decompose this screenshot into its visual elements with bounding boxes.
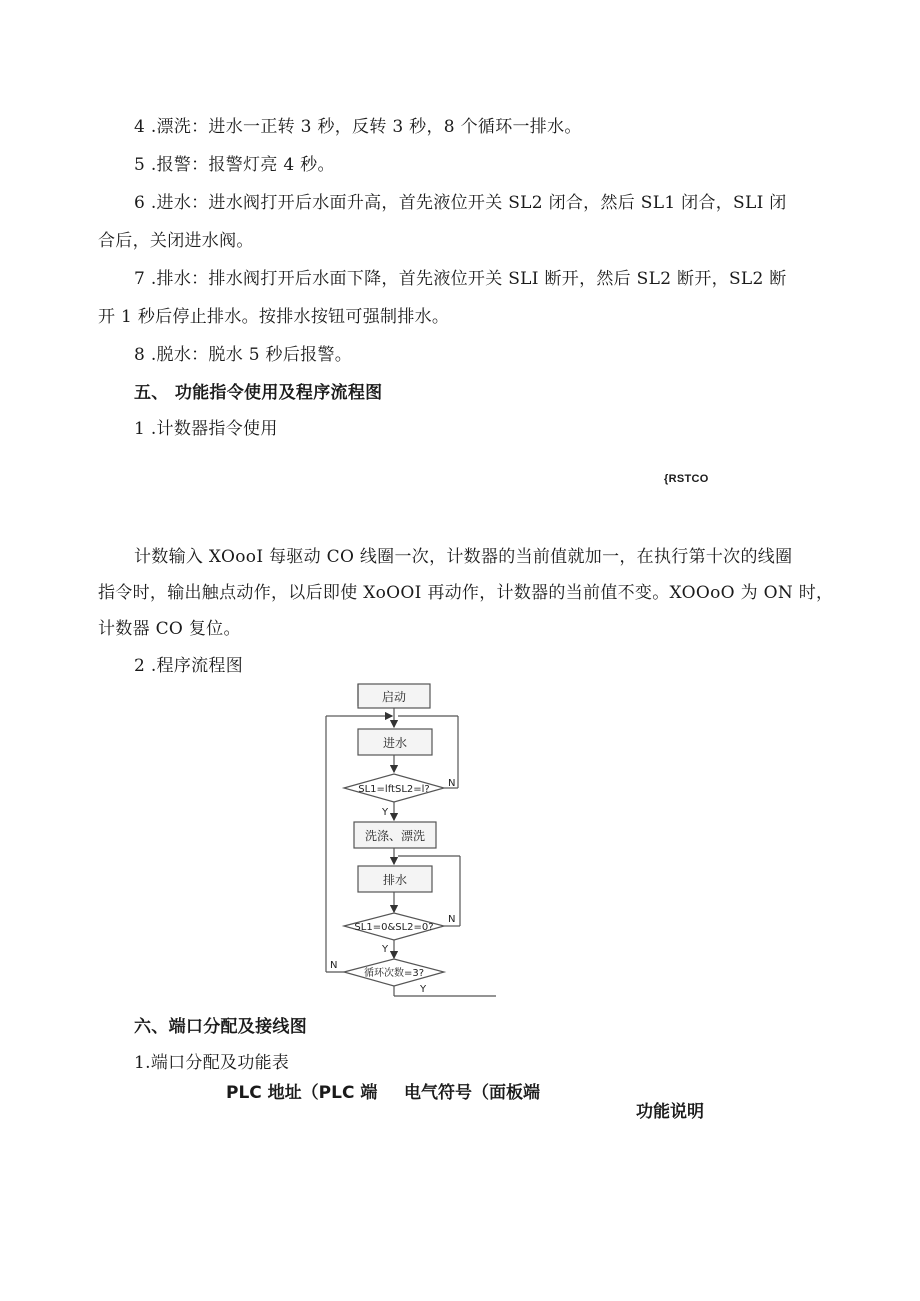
flow-n-label-3: N — [330, 960, 338, 971]
flow-cond1-label: SL1=lftSL2=l? — [358, 784, 430, 795]
flow-y-label-1: Y — [382, 807, 389, 818]
text-line-7b: 开 1 秒后停止排水。按排水按钮可强制排水。 — [98, 307, 450, 327]
text-line-8: 8 .脱水：脱水 5 秒后报警。 — [134, 345, 353, 365]
flow-inlet-label: 进水 — [382, 736, 408, 750]
flow-drain-label: 排水 — [382, 873, 408, 887]
flow-cond2-label: SL1=0&SL2=0? — [354, 922, 434, 933]
subsection-2: 2 .程序流程图 — [134, 656, 244, 676]
flow-n-label-1: N — [448, 778, 456, 789]
paragraph-line-1: 计数输入 XOooI 每驱动 CO 线圈一次，计数器的当前值就加一，在执行第十次的线圈 — [134, 547, 793, 567]
table-header-col3: 功能说明 — [636, 1102, 704, 1122]
table-header-col2: 电气符号（面板端 — [404, 1083, 540, 1103]
subsection-1: 1 .计数器指令使用 — [134, 419, 278, 439]
rstco-label: {RSTCO — [664, 473, 709, 485]
flow-wash-label: 洗涤、漂洗 — [364, 829, 426, 843]
subsection-6-1: 1.端口分配及功能表 — [134, 1053, 290, 1073]
text-line-5: 5 .报警：报警灯亮 4 秒。 — [134, 155, 335, 175]
section-6-heading: 六、端口分配及接线图 — [134, 1017, 307, 1037]
flow-y-label-3: Y — [420, 984, 427, 995]
table-header-col1: PLC 地址（PLC 端 — [226, 1083, 378, 1103]
flow-cond3-label: 循环次数=3? — [363, 968, 425, 979]
text-line-4: 4 .漂洗：进水一正转 3 秒，反转 3 秒，8 个循环一排水。 — [134, 117, 582, 137]
text-line-6b: 合后，关闭进水阀。 — [98, 231, 254, 251]
text-line-6a: 6 .进水：进水阀打开后水面升高，首先液位开关 SL2 闭合，然后 SL1 闭合，SLI 闭 — [134, 193, 787, 213]
flow-start-label: 启动 — [381, 690, 407, 704]
flow-y-label-2: Y — [382, 944, 389, 955]
paragraph-line-2: 指令时，输出触点动作，以后即使 XoOOI 再动作，计数器的当前值不变。XOOoO 为 ON 时， — [98, 583, 834, 603]
flow-n-label-2: N — [448, 914, 456, 925]
section-5-heading: 五、 功能指令使用及程序流程图 — [134, 383, 383, 403]
text-line-7a: 7 .排水：排水阀打开后水面下降，首先液位开关 SLI 断开，然后 SL2 断开，SL2 断 — [134, 269, 787, 289]
paragraph-line-3: 计数器 CO 复位。 — [98, 619, 241, 639]
